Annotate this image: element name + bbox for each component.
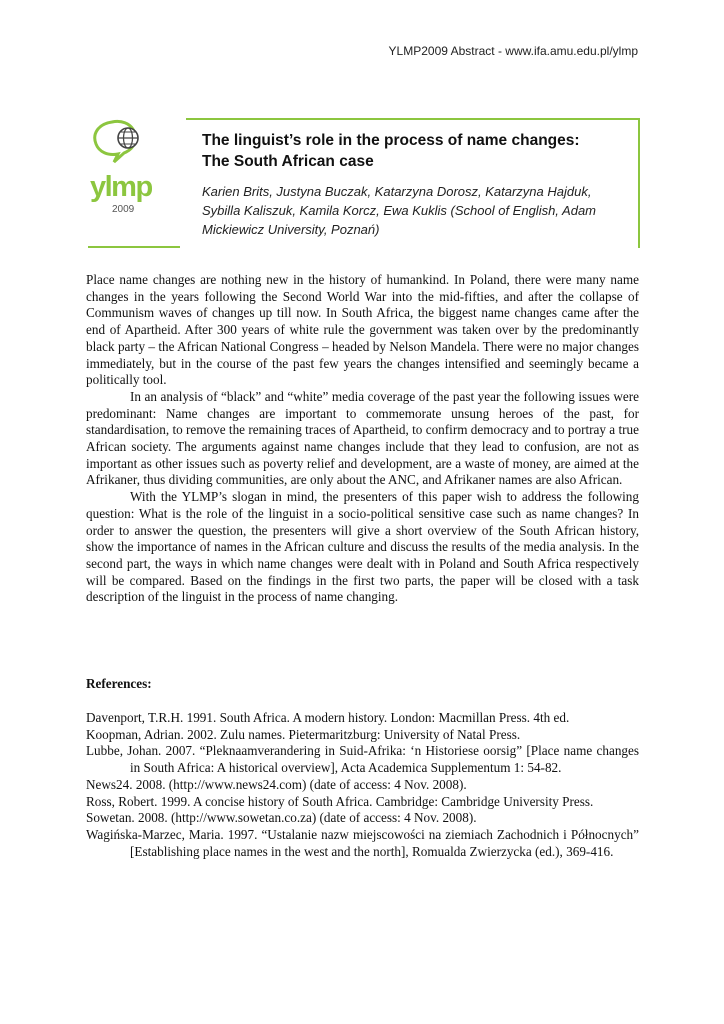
abstract-paragraph-1: Place name changes are nothing new in the history of humankind. In Poland, there were many name changes in the years following the Second World War into the mid-fifties, and after the collapse of Communism waves of changes up till now. In South Africa, the biggest name changes came after the end of Apartheid. After 300 years of white rule the government was taken over by the predominantly black party – the African National Congress – headed by Nelson Mandela. There were no major changes immediately, but in the course of the past few years the changes intensified and seemingly became a politically tool. (86, 272, 639, 388)
speech-bubble-globe-icon (95, 121, 138, 162)
reference-item: Wagińska-Marzec, Maria. 1997. “Ustalanie nazw miejscowości na ziemiach Zachodnich i Północnych” [Establishing place names in the west and the north], Romualda Zwierzycka (ed.), 369-416. (86, 826, 639, 859)
title-line-2: The South African case (202, 153, 374, 170)
title-line-1: The linguist’s role in the process of name changes: (202, 132, 580, 149)
reference-item: Ross, Robert. 1999. A concise history of South Africa. Cambridge: Cambridge University Press. (86, 793, 594, 809)
logo-year: 2009 (112, 204, 135, 215)
ylmp-logo (88, 116, 156, 216)
reference-item: Sowetan. 2008. (http://www.sowetan.co.za) (date of access: 4 Nov. 2008). (86, 810, 477, 826)
authors: Karien Brits, Justyna Buczak, Katarzyna Dorosz, Katarzyna Hajduk, Sybilla Kaliszuk, Kamila Korcz, Ewa Kuklis (School of English, Adam Mickiewicz University, Poznań) (202, 184, 597, 237)
page-title (202, 130, 622, 172)
abstract-body (86, 272, 639, 606)
reference-item: News24. 2008. (http://www.news24.com) (date of access: 4 Nov. 2008). (86, 776, 467, 792)
references-list (86, 710, 639, 860)
references-heading: References: (86, 676, 152, 691)
page-header: YLMP2009 Abstract - www.ifa.amu.edu.pl/ylmp (388, 44, 638, 58)
reference-item: Davenport, T.R.H. 1991. South Africa. A modern history. London: Macmillan Press. 4th ed. (86, 710, 570, 725)
abstract-paragraph-2: In an analysis of “black” and “white” media coverage of the past year the following issues were predominant: Name changes are important to commemorate unsung heroes of the past, for standardisation, to remove the remaining traces of Apartheid, to confirm democracy and to portray a true African society. The arguments against name changes include that they lead to confusion, are not as important as other issues such as poverty relief and development, are a waste of money, are aimed at the Afrikaner, thus dividing communities, are only about the ANC, and Afrikaner names are also African. (86, 388, 639, 488)
abstract-paragraph-3: With the YLMP’s slogan in mind, the presenters of this paper wish to address the following question: What is the role of the linguist in a socio-political sensitive case such as name changes? In order to answer the question, the presenters will give a short overview of the South African history, show the importance of names in the African culture and discuss the results of the media analysis. In the second part, the ways in which name changes were dealt with in Poland and South Africa respectively will be compared. Based on the findings in the first two parts, the paper will be closed with a task description of the linguist in the process of name changing. (86, 489, 639, 605)
logo-word: ylmp (90, 171, 152, 203)
logo-divider (88, 246, 180, 248)
reference-item: Lubbe, Johan. 2007. “Pleknaamverandering in Suid-Afrika: ‘n Historiese oorsig” [Place name changes in South Africa: A historical overview], Acta Academica Supplementum 1: 54-82. (86, 743, 639, 776)
reference-item: Koopman, Adrian. 2002. Zulu names. Pietermaritzburg: University of Natal Press. (86, 726, 521, 742)
